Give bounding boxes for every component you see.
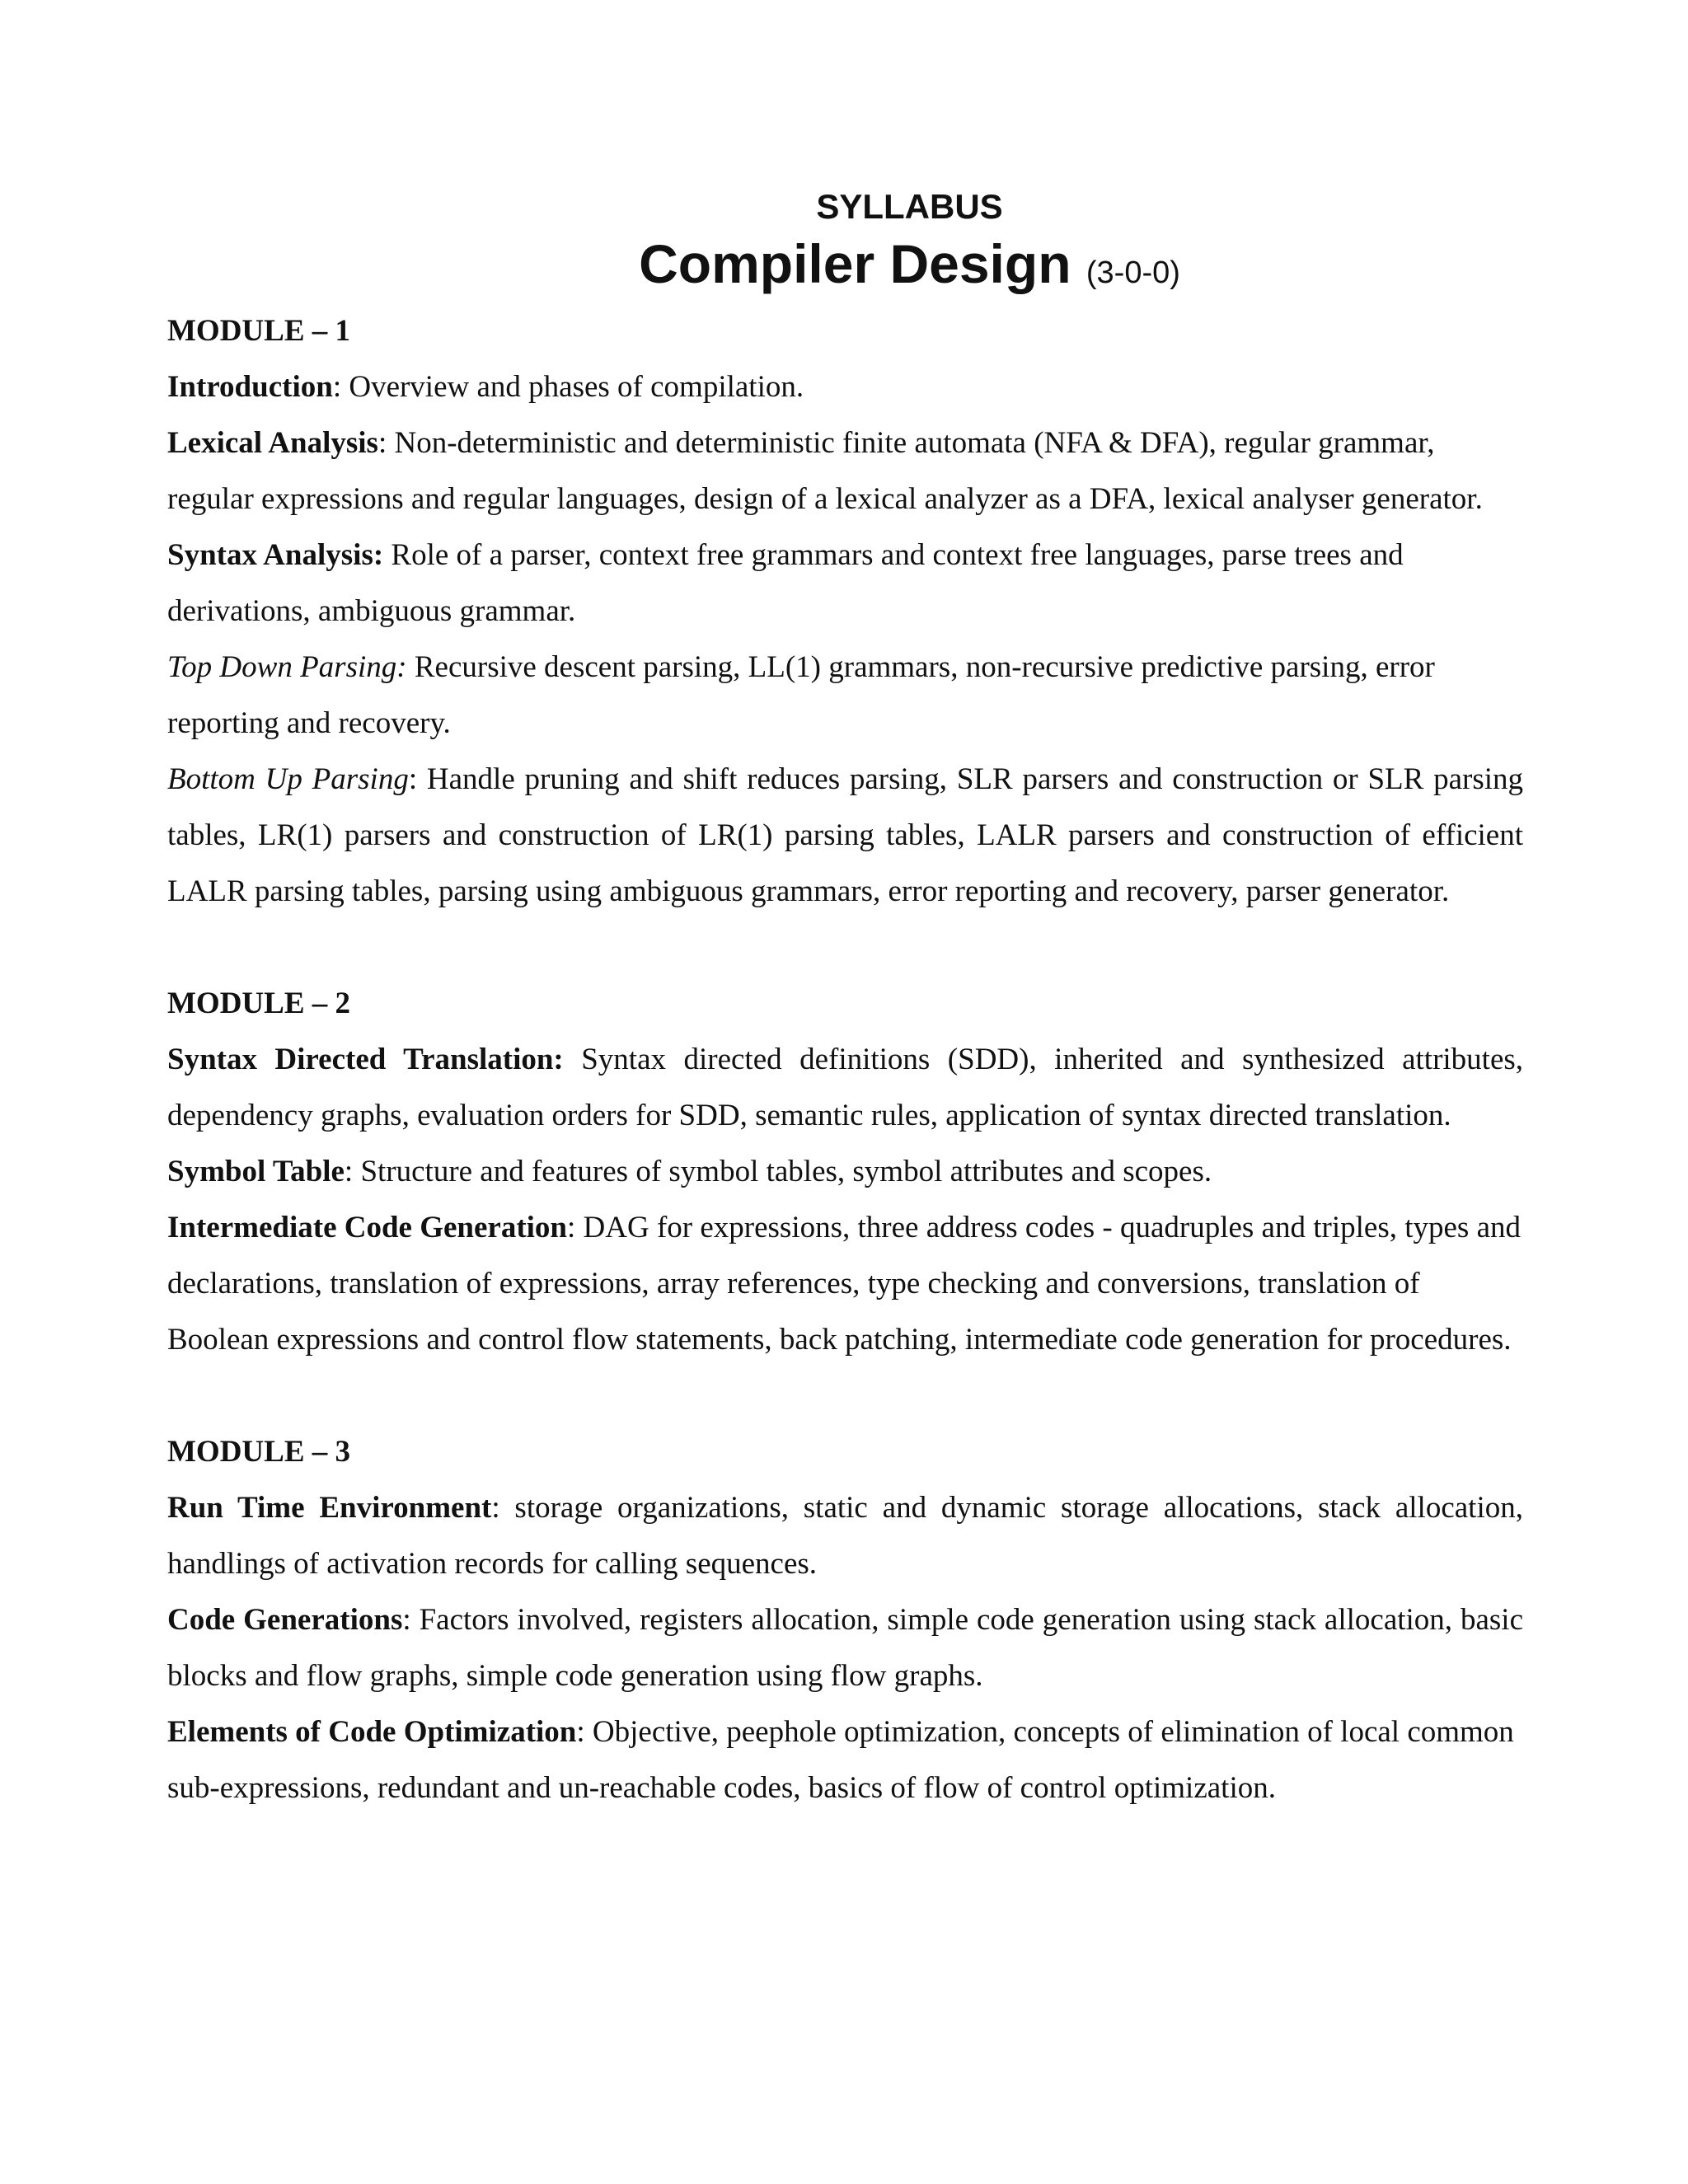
topic-syntax-analysis <box>167 527 1523 640</box>
topic-text: Objective, peephole optimization, concepts of elimination of local common sub-expressions, redundant and un-reachable codes, basics of flow of control optimization. <box>167 1715 1514 1805</box>
topic-heading: Code Generations <box>167 1603 403 1637</box>
topic-text: Recursive descent parsing, LL(1) grammars, non-recursive predictive parsing, error reporting and recovery. <box>167 650 1435 740</box>
topic-elements-of-code-optimization <box>167 1704 1523 1816</box>
topic-separator: : <box>332 370 349 404</box>
module-3 <box>167 1424 1523 1816</box>
topic-heading: Lexical Analysis <box>167 426 378 460</box>
topic-text: DAG for expressions, three address codes - quadruples and triples, types and declarations, translation of expressions, array references, type checking and conversions, translation of Boolean expressions and control flow statements, back patching, intermediate code generation for procedures. <box>167 1211 1521 1357</box>
topic-separator <box>564 1043 581 1076</box>
topic-top-down-parsing <box>167 640 1523 752</box>
topic-intermediate-code-generation <box>167 1200 1523 1368</box>
topic-text: Factors involved, registers allocation, simple code generation using stack allocation, basic blocks and flow graphs, simple code generation using flow graphs. <box>167 1603 1523 1693</box>
module-2 <box>167 976 1523 1368</box>
topic-symbol-table <box>167 1144 1523 1200</box>
syllabus-page <box>167 185 1523 1872</box>
topic-heading: Top Down Parsing: <box>167 650 407 684</box>
module-1-title: MODULE – 1 <box>167 314 350 348</box>
course-title-line <box>296 233 1523 303</box>
topic-text: Non-deterministic and deterministic finite automata (NFA & DFA), regular grammar, regular expressions and regular languages, design of a lexical analyzer as a DFA, lexical analyser generator. <box>167 426 1483 516</box>
topic-separator: : <box>408 762 427 796</box>
topic-bottom-up-parsing <box>167 752 1523 920</box>
topic-heading: Syntax Analysis: <box>167 538 384 572</box>
module-1 <box>167 303 1523 920</box>
topic-heading: Run Time Environment <box>167 1491 492 1525</box>
topic-heading: Syntax Directed Translation: <box>167 1043 564 1076</box>
topic-text: Overview and phases of compilation. <box>349 370 804 404</box>
topic-heading: Introduction <box>167 370 333 404</box>
topic-heading: Bottom Up Parsing <box>167 762 409 796</box>
course-title: Compiler Design <box>639 233 1071 294</box>
topic-text: Role of a parser, context free grammars and context free languages, parse trees and derivations, ambiguous grammar. <box>167 538 1404 628</box>
topic-separator: : <box>576 1715 593 1749</box>
topic-introduction <box>167 359 1523 415</box>
topic-code-generations <box>167 1592 1523 1704</box>
topic-lexical-analysis <box>167 415 1523 527</box>
topic-text: storage organizations, static and dynamic storage allocations, stack allocation, handlings of activation records for calling sequences. <box>167 1491 1523 1581</box>
topic-text: Handle pruning and shift reduces parsing, SLR parsers and construction or SLR parsing tables, LR(1) parsers and construction of LR(1) parsing tables, LALR parsers and construction of efficient LALR parsing tables, parsing using ambiguous grammars, error reporting and recovery, parser generator. <box>167 762 1524 908</box>
topic-separator: : <box>377 426 395 460</box>
topic-separator: : <box>491 1491 515 1525</box>
module-3-title: MODULE – 3 <box>167 1435 350 1469</box>
topic-separator: : <box>344 1155 361 1188</box>
topic-run-time-environment <box>167 1480 1523 1592</box>
topic-heading: Elements of Code Optimization <box>167 1715 577 1749</box>
topic-text: Structure and features of symbol tables, symbol attributes and scopes. <box>360 1155 1212 1188</box>
topic-text: Syntax directed definitions (SDD), inherited and synthesized attributes, dependency graphs, evaluation orders for SDD, semantic rules, application of syntax directed translation. <box>167 1043 1524 1132</box>
syllabus-label: SYLLABUS <box>816 187 1003 226</box>
topic-heading: Intermediate Code Generation <box>167 1211 568 1244</box>
topic-heading: Symbol Table <box>167 1155 345 1188</box>
course-code: (3-0-0) <box>1085 255 1180 290</box>
topic-separator <box>407 650 415 684</box>
syllabus-header <box>167 185 1523 303</box>
topic-syntax-directed-translation <box>167 1032 1523 1144</box>
topic-separator: : <box>567 1211 584 1244</box>
topic-separator: : <box>402 1603 420 1637</box>
module-2-title: MODULE – 2 <box>167 987 350 1020</box>
